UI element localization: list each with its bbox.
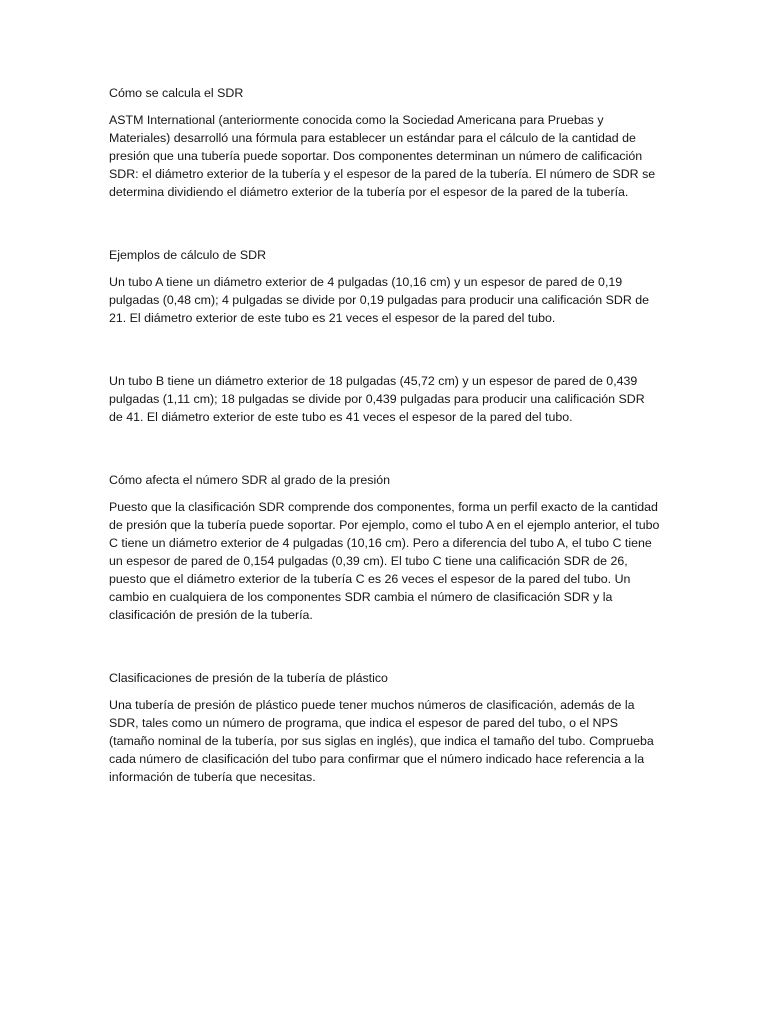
paragraph-plastico: Una tubería de presión de plástico puede tener muchos números de clasificación, además de la SDR, tales como un número de programa, que indica el espesor de pared del tubo, o el NPS (tamaño nominal de la tubería, por sus siglas en inglés), que indica el tamaño del tubo. Comprueba cada número de clasificación del tubo para confirmar que el número indicado hace referencia a la información de tubería que necesitas.: [109, 698, 654, 784]
section-heading-ejemplos: Ejemplos de cálculo de SDR: [109, 248, 267, 262]
paragraph-presion: Puesto que la clasificación SDR comprende dos componentes, forma un perfil exacto de la cantidad de presión que la tubería puede soportar. Por ejemplo, como el tubo A en el ejemplo anterior, el tubo C tiene un diámetro exterior de 4 pulgadas (10,16 cm). Pero a diferencia del tubo A, el tubo C tiene un espesor de pared de 0,154 pulgadas (0,39 cm). El tubo C tiene una calificación SDR de 26, puesto que el diámetro exterior de la tubería C es 26 veces el espesor de la pared del tubo. Un cambio en cualquiera de los componentes SDR cambia el número de clasificación SDR y la clasificación de presión de la tubería.: [109, 500, 660, 622]
document-body: [109, 84, 661, 786]
paragraph-calculo: ASTM International (anteriormente conocida como la Sociedad Americana para Pruebas y Materiales) desarrolló una fórmula para establecer un estándar para el cálculo de la cantidad de presión que una tubería puede soportar. Dos componentes determinan un número de calificación SDR: el diámetro exterior de la tubería y el espesor de la pared de la tubería. El número de SDR se determina dividiendo el diámetro exterior de la tubería por el espesor de la pared de la tubería.: [109, 113, 656, 199]
paragraph-ejemplo-tubo-a: Un tubo A tiene un diámetro exterior de 4 pulgadas (10,16 cm) y un espesor de pared de 0,19 pulgadas (0,48 cm); 4 pulgadas se divide por 0,19 pulgadas para producir una calificación SDR de 21. El diámetro exterior de este tubo es 21 veces el espesor de la pared del tubo.: [109, 275, 650, 325]
section-heading-plastico: Clasificaciones de presión de la tubería de plástico: [109, 671, 388, 685]
paragraph-ejemplo-tubo-b: Un tubo B tiene un diámetro exterior de 18 pulgadas (45,72 cm) y un espesor de pared de 0,439 pulgadas (1,11 cm); 18 pulgadas se divide por 0,439 pulgadas para producir una calificación SDR de 41. El diámetro exterior de este tubo es 41 veces el espesor de la pared del tubo.: [109, 374, 645, 424]
section-heading-presion: Cómo afecta el número SDR al grado de la presión: [109, 473, 391, 487]
section-heading-calculo: Cómo se calcula el SDR: [109, 86, 244, 100]
